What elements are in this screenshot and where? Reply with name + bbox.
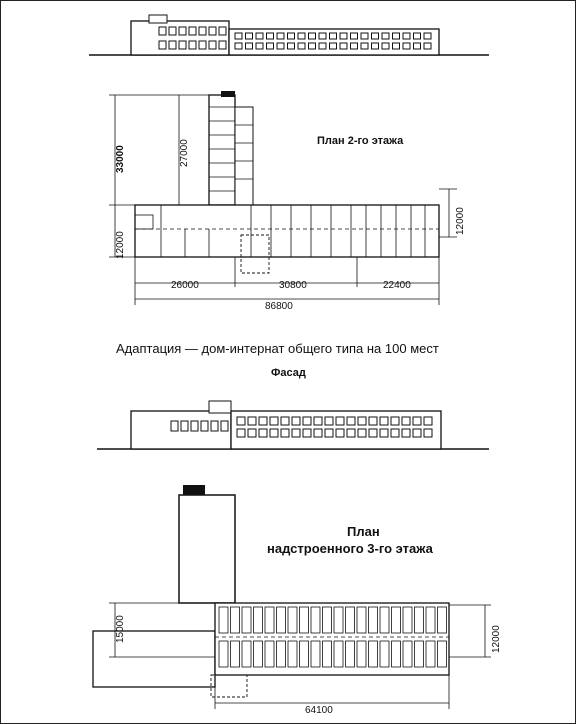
- dim-wing-length: 27000: [179, 139, 190, 167]
- bottom-plan-title-line2: надстроенного 3-го этажа: [267, 541, 433, 556]
- middle-facade-elevation: [97, 397, 489, 455]
- top-facade-elevation: [89, 11, 489, 59]
- dim-right-width: 12000: [455, 207, 466, 235]
- dim-height-total: 33000: [115, 145, 126, 173]
- dim-bottom-total-length: 64100: [305, 705, 333, 716]
- third-floor-plan: [85, 481, 505, 717]
- top-plan-title: План 2-го этажа: [317, 135, 404, 147]
- dim-bottom-right-width: 12000: [491, 625, 502, 653]
- dim-seg-mid: 30800: [279, 280, 307, 291]
- dim-wing-width: 15000: [115, 615, 126, 643]
- dim-total-length: 86800: [265, 301, 293, 312]
- project-caption: Адаптация — дом-интернат общего типа на 100 мест: [116, 341, 439, 356]
- dim-seg-left: 26000: [171, 280, 199, 291]
- second-floor-plan: [101, 87, 477, 315]
- bottom-plan-title-line1: План: [347, 524, 380, 539]
- dim-left-width: 12000: [115, 231, 126, 259]
- dim-seg-right: 22400: [383, 280, 411, 291]
- facade-label: Фасад: [271, 367, 306, 379]
